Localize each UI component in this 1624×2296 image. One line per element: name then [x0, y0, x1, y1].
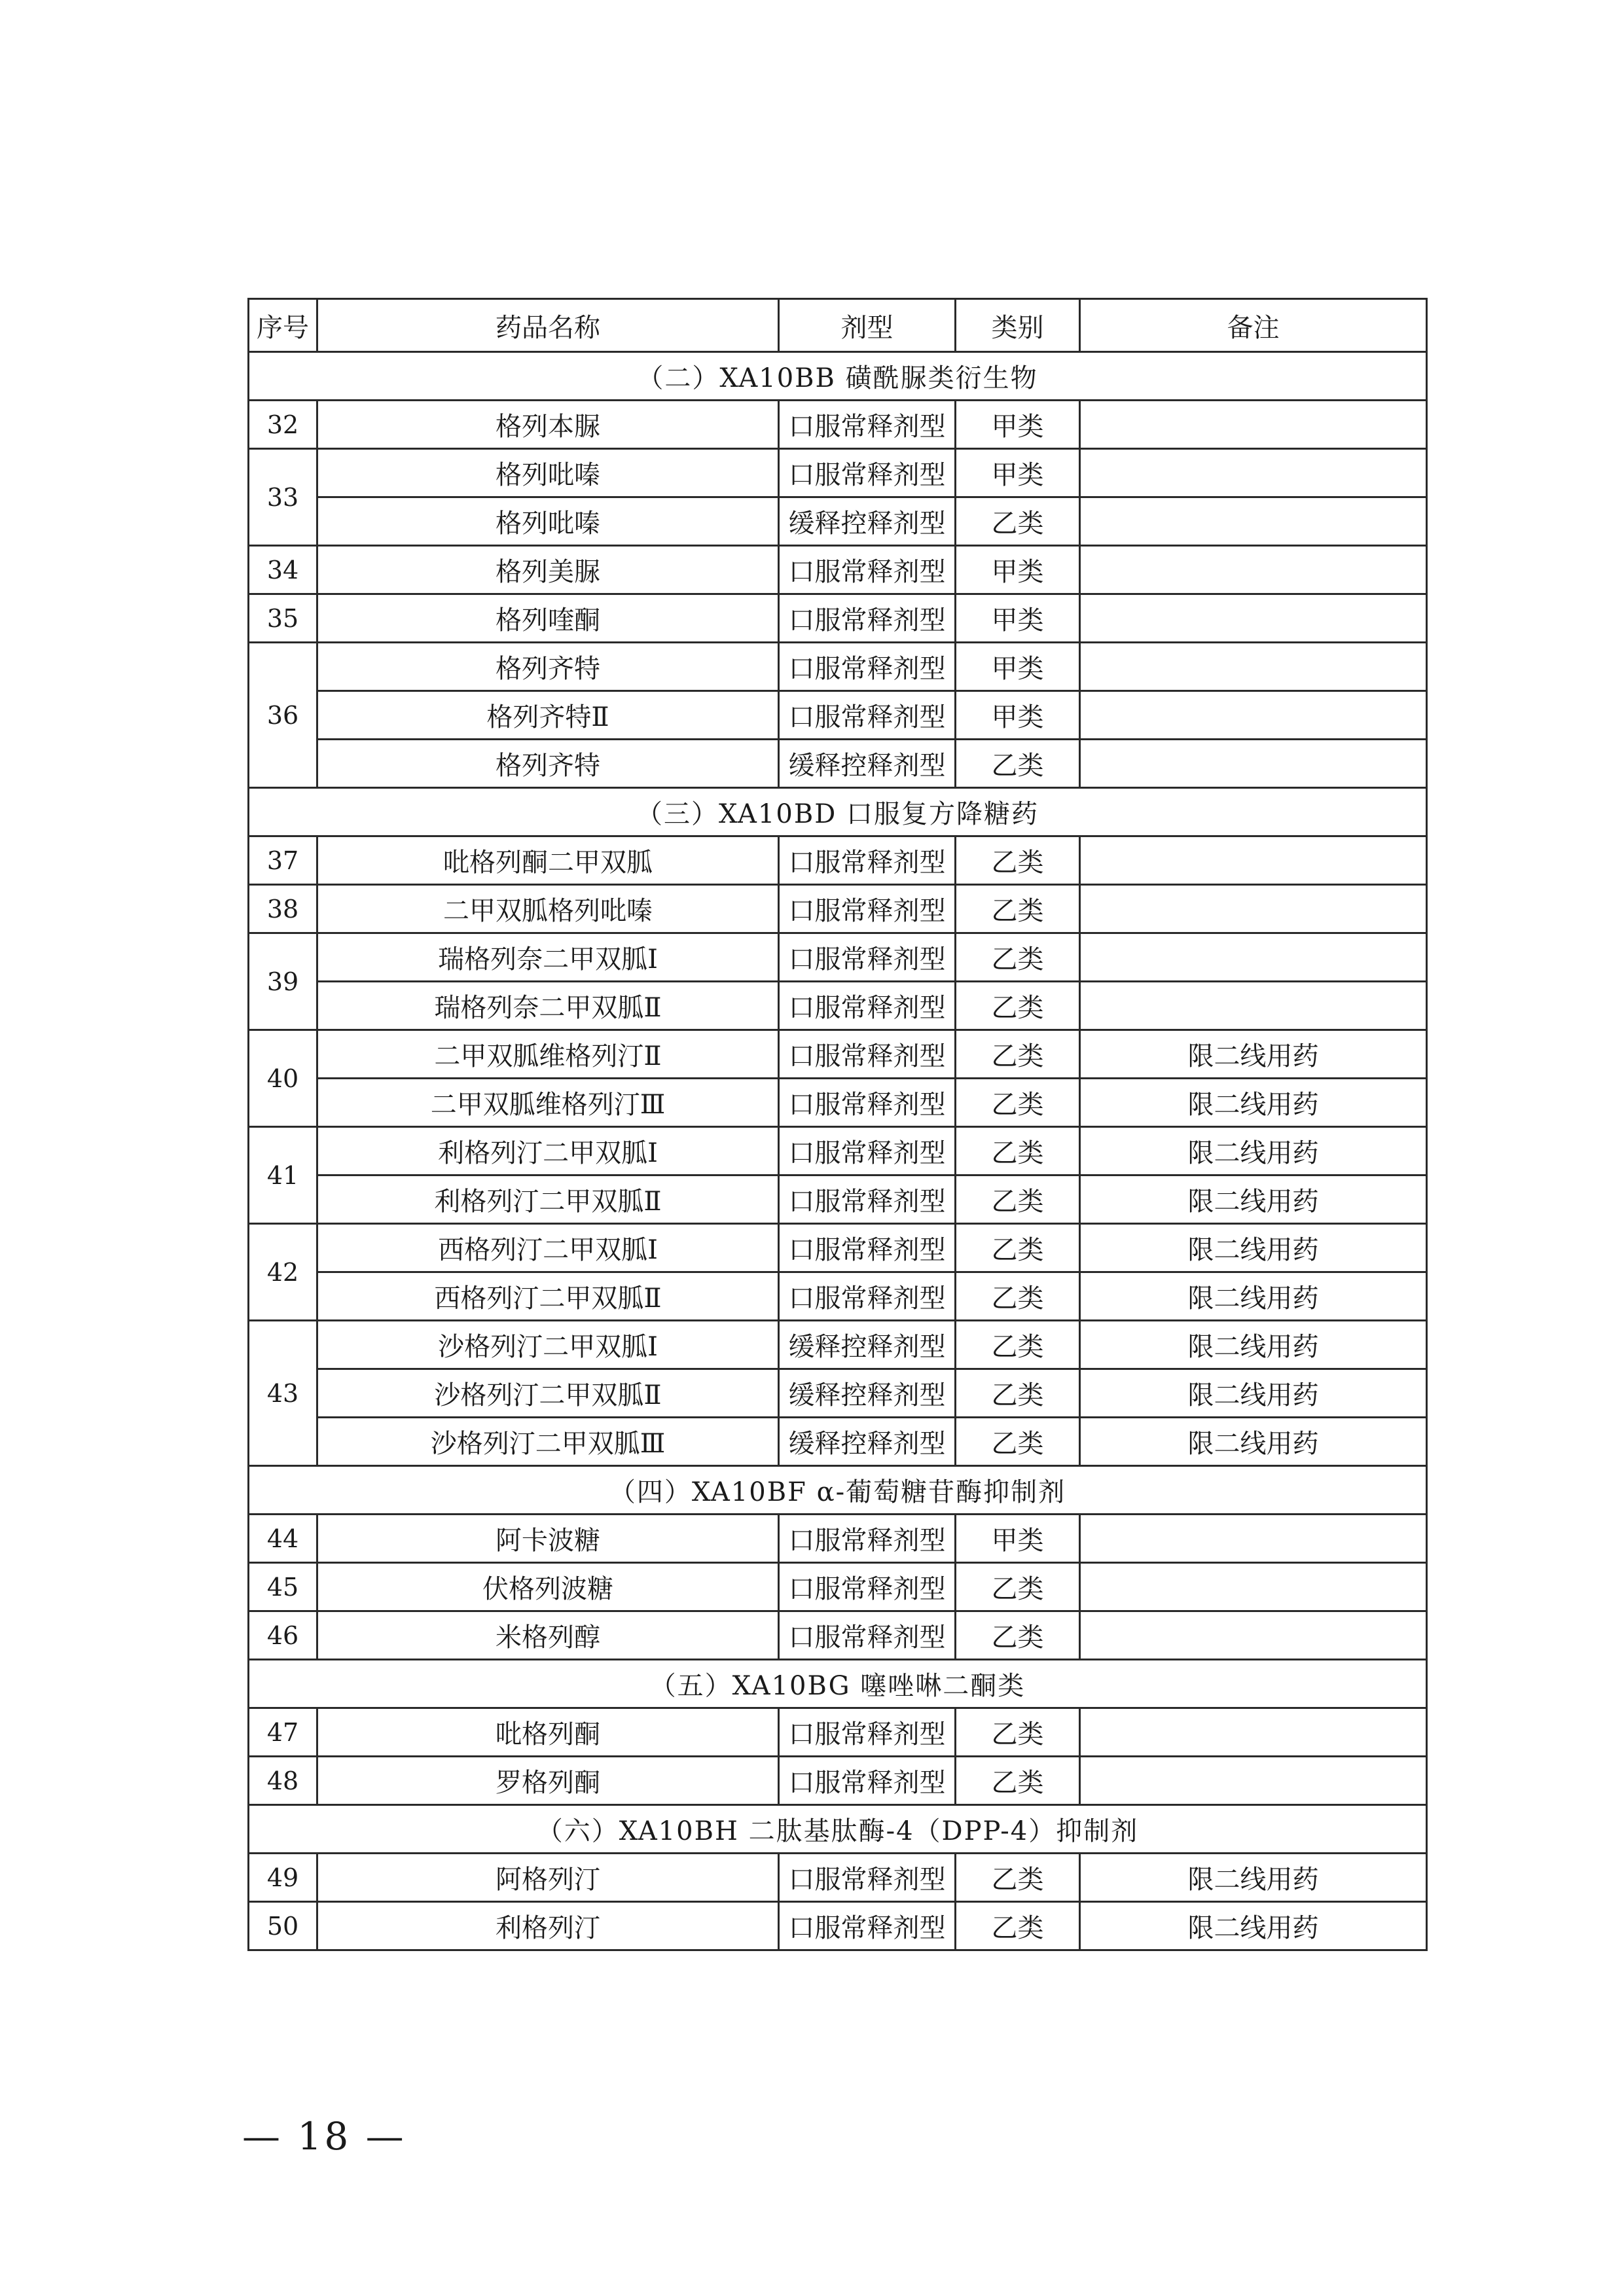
remarks-cell: 限二线用药: [1080, 1854, 1427, 1902]
remarks-cell: [1080, 546, 1427, 594]
dosage-form-cell: 口服常释剂型: [779, 1708, 956, 1757]
drug-name-cell: 阿卡波糖: [317, 1515, 779, 1563]
remarks-cell: [1080, 740, 1427, 788]
remarks-cell: 限二线用药: [1080, 1272, 1427, 1321]
dosage-form-cell: 口服常释剂型: [779, 836, 956, 885]
category-cell: 乙类: [956, 1757, 1080, 1805]
remarks-cell: 限二线用药: [1080, 1418, 1427, 1466]
dosage-form-cell: 缓释控释剂型: [779, 1418, 956, 1466]
header-serial: 序号: [249, 299, 317, 352]
section-header-row: [249, 1466, 1427, 1515]
drug-name-cell: 沙格列汀二甲双胍Ⅰ: [317, 1321, 779, 1369]
serial-number-cell: 39: [249, 933, 317, 1030]
serial-number-cell: 37: [249, 836, 317, 885]
dosage-form-cell: 口服常释剂型: [779, 1030, 956, 1079]
category-cell: 甲类: [956, 1515, 1080, 1563]
remarks-cell: [1080, 1757, 1427, 1805]
table-row: [249, 885, 1427, 933]
remarks-cell: 限二线用药: [1080, 1224, 1427, 1272]
serial-number-cell: 48: [249, 1757, 317, 1805]
category-cell: 乙类: [956, 933, 1080, 982]
drug-name-cell: 二甲双胍维格列汀Ⅲ: [317, 1079, 779, 1127]
dosage-form-cell: 缓释控释剂型: [779, 740, 956, 788]
drug-name-cell: 瑞格列奈二甲双胍Ⅰ: [317, 933, 779, 982]
dosage-form-cell: 缓释控释剂型: [779, 1369, 956, 1418]
category-cell: 甲类: [956, 643, 1080, 691]
table-row: [249, 1127, 1427, 1175]
serial-number-cell: 33: [249, 449, 317, 546]
remarks-cell: [1080, 836, 1427, 885]
dosage-form-cell: 口服常释剂型: [779, 1757, 956, 1805]
table-row: [249, 594, 1427, 643]
serial-number-cell: 47: [249, 1708, 317, 1757]
category-cell: 甲类: [956, 594, 1080, 643]
dosage-form-cell: 口服常释剂型: [779, 1515, 956, 1563]
dosage-form-cell: 口服常释剂型: [779, 885, 956, 933]
serial-number-cell: 49: [249, 1854, 317, 1902]
section-header-row: [249, 788, 1427, 836]
drug-name-cell: 罗格列酮: [317, 1757, 779, 1805]
drug-name-cell: 利格列汀: [317, 1902, 779, 1950]
table-row: [249, 691, 1427, 740]
dosage-form-cell: 口服常释剂型: [779, 1563, 956, 1611]
category-cell: 乙类: [956, 1418, 1080, 1466]
category-cell: 乙类: [956, 740, 1080, 788]
drug-list-table: [247, 298, 1428, 1951]
table-row: [249, 1418, 1427, 1466]
dosage-form-cell: 口服常释剂型: [779, 933, 956, 982]
category-cell: 乙类: [956, 1030, 1080, 1079]
category-cell: 甲类: [956, 449, 1080, 497]
serial-number-cell: 43: [249, 1321, 317, 1466]
serial-number-cell: 36: [249, 643, 317, 788]
dosage-form-cell: 口服常释剂型: [779, 643, 956, 691]
drug-name-cell: 利格列汀二甲双胍Ⅰ: [317, 1127, 779, 1175]
dosage-form-cell: 口服常释剂型: [779, 1224, 956, 1272]
table-row: [249, 1272, 1427, 1321]
dosage-form-cell: 口服常释剂型: [779, 691, 956, 740]
dosage-form-cell: 缓释控释剂型: [779, 1321, 956, 1369]
table-row: [249, 1563, 1427, 1611]
category-cell: 乙类: [956, 1563, 1080, 1611]
remarks-cell: 限二线用药: [1080, 1030, 1427, 1079]
dosage-form-cell: 口服常释剂型: [779, 401, 956, 449]
section-title: （二）XA10BB 磺酰脲类衍生物: [249, 352, 1427, 401]
table-row: [249, 497, 1427, 546]
serial-number-cell: 35: [249, 594, 317, 643]
drug-name-cell: 阿格列汀: [317, 1854, 779, 1902]
table-row: [249, 836, 1427, 885]
header-drug-name: 药品名称: [317, 299, 779, 352]
remarks-cell: [1080, 1708, 1427, 1757]
drug-name-cell: 格列齐特Ⅱ: [317, 691, 779, 740]
category-cell: 乙类: [956, 1175, 1080, 1224]
table-body: [249, 352, 1427, 1950]
remarks-cell: 限二线用药: [1080, 1321, 1427, 1369]
table-row: [249, 1757, 1427, 1805]
category-cell: 甲类: [956, 691, 1080, 740]
remarks-cell: 限二线用药: [1080, 1175, 1427, 1224]
drug-name-cell: 格列本脲: [317, 401, 779, 449]
section-title: （四）XA10BF α-葡萄糖苷酶抑制剂: [249, 1466, 1427, 1515]
drug-name-cell: 格列齐特: [317, 740, 779, 788]
remarks-cell: [1080, 1611, 1427, 1660]
dosage-form-cell: 口服常释剂型: [779, 1079, 956, 1127]
remarks-cell: 限二线用药: [1080, 1127, 1427, 1175]
remarks-cell: [1080, 982, 1427, 1030]
category-cell: 乙类: [956, 1321, 1080, 1369]
remarks-cell: 限二线用药: [1080, 1902, 1427, 1950]
drug-name-cell: 伏格列波糖: [317, 1563, 779, 1611]
category-cell: 乙类: [956, 1127, 1080, 1175]
drug-name-cell: 格列美脲: [317, 546, 779, 594]
category-cell: 乙类: [956, 1611, 1080, 1660]
table-row: [249, 740, 1427, 788]
remarks-cell: [1080, 933, 1427, 982]
remarks-cell: [1080, 1563, 1427, 1611]
remarks-cell: 限二线用药: [1080, 1369, 1427, 1418]
table-row: [249, 1515, 1427, 1563]
remarks-cell: [1080, 691, 1427, 740]
category-cell: 乙类: [956, 982, 1080, 1030]
serial-number-cell: 44: [249, 1515, 317, 1563]
drug-name-cell: 利格列汀二甲双胍Ⅱ: [317, 1175, 779, 1224]
header-dosage-form: 剂型: [779, 299, 956, 352]
section-header-row: [249, 1660, 1427, 1708]
drug-name-cell: 沙格列汀二甲双胍Ⅱ: [317, 1369, 779, 1418]
drug-name-cell: 二甲双胍维格列汀Ⅱ: [317, 1030, 779, 1079]
table-row: [249, 1175, 1427, 1224]
dosage-form-cell: 口服常释剂型: [779, 982, 956, 1030]
drug-name-cell: 格列吡嗪: [317, 497, 779, 546]
remarks-cell: [1080, 497, 1427, 546]
serial-number-cell: 34: [249, 546, 317, 594]
drug-name-cell: 二甲双胍格列吡嗪: [317, 885, 779, 933]
serial-number-cell: 38: [249, 885, 317, 933]
remarks-cell: [1080, 643, 1427, 691]
section-title: （五）XA10BG 噻唑啉二酮类: [249, 1660, 1427, 1708]
table-row: [249, 449, 1427, 497]
section-title: （三）XA10BD 口服复方降糖药: [249, 788, 1427, 836]
table-header-row: [249, 299, 1427, 352]
serial-number-cell: 45: [249, 1563, 317, 1611]
serial-number-cell: 46: [249, 1611, 317, 1660]
drug-name-cell: 吡格列酮二甲双胍: [317, 836, 779, 885]
drug-name-cell: 西格列汀二甲双胍Ⅰ: [317, 1224, 779, 1272]
serial-number-cell: 42: [249, 1224, 317, 1321]
remarks-cell: 限二线用药: [1080, 1079, 1427, 1127]
remarks-cell: [1080, 885, 1427, 933]
remarks-cell: [1080, 594, 1427, 643]
table-row: [249, 1030, 1427, 1079]
table-row: [249, 1369, 1427, 1418]
table-row: [249, 933, 1427, 982]
serial-number-cell: 32: [249, 401, 317, 449]
category-cell: 乙类: [956, 1708, 1080, 1757]
dosage-form-cell: 口服常释剂型: [779, 449, 956, 497]
table-row: [249, 401, 1427, 449]
category-cell: 乙类: [956, 1902, 1080, 1950]
remarks-cell: [1080, 401, 1427, 449]
table-row: [249, 546, 1427, 594]
dosage-form-cell: 口服常释剂型: [779, 1272, 956, 1321]
dosage-form-cell: 口服常释剂型: [779, 1902, 956, 1950]
dosage-form-cell: 口服常释剂型: [779, 1611, 956, 1660]
section-header-row: [249, 352, 1427, 401]
remarks-cell: [1080, 449, 1427, 497]
header-remarks: 备注: [1080, 299, 1427, 352]
table-row: [249, 1224, 1427, 1272]
drug-name-cell: 瑞格列奈二甲双胍Ⅱ: [317, 982, 779, 1030]
table-row: [249, 1079, 1427, 1127]
drug-name-cell: 格列喹酮: [317, 594, 779, 643]
dosage-form-cell: 口服常释剂型: [779, 1175, 956, 1224]
header-category: 类别: [956, 299, 1080, 352]
section-title: （六）XA10BH 二肽基肽酶-4（DPP-4）抑制剂: [249, 1805, 1427, 1854]
drug-name-cell: 米格列醇: [317, 1611, 779, 1660]
category-cell: 乙类: [956, 1079, 1080, 1127]
dosage-form-cell: 缓释控释剂型: [779, 497, 956, 546]
category-cell: 乙类: [956, 1224, 1080, 1272]
table-row: [249, 1321, 1427, 1369]
serial-number-cell: 50: [249, 1902, 317, 1950]
drug-name-cell: 吡格列酮: [317, 1708, 779, 1757]
remarks-cell: [1080, 1515, 1427, 1563]
table-row: [249, 643, 1427, 691]
category-cell: 乙类: [956, 1369, 1080, 1418]
dosage-form-cell: 口服常释剂型: [779, 1854, 956, 1902]
serial-number-cell: 41: [249, 1127, 317, 1224]
category-cell: 乙类: [956, 1272, 1080, 1321]
drug-name-cell: 西格列汀二甲双胍Ⅱ: [317, 1272, 779, 1321]
table-row: [249, 1854, 1427, 1902]
category-cell: 乙类: [956, 836, 1080, 885]
category-cell: 甲类: [956, 401, 1080, 449]
serial-number-cell: 40: [249, 1030, 317, 1127]
category-cell: 甲类: [956, 546, 1080, 594]
table-row: [249, 982, 1427, 1030]
section-header-row: [249, 1805, 1427, 1854]
table-row: [249, 1708, 1427, 1757]
dosage-form-cell: 口服常释剂型: [779, 1127, 956, 1175]
category-cell: 乙类: [956, 497, 1080, 546]
table-row: [249, 1902, 1427, 1950]
category-cell: 乙类: [956, 885, 1080, 933]
drug-name-cell: 沙格列汀二甲双胍Ⅲ: [317, 1418, 779, 1466]
drug-name-cell: 格列齐特: [317, 643, 779, 691]
dosage-form-cell: 口服常释剂型: [779, 546, 956, 594]
page-number: — 18 —: [242, 2114, 406, 2159]
category-cell: 乙类: [956, 1854, 1080, 1902]
drug-name-cell: 格列吡嗪: [317, 449, 779, 497]
table-row: [249, 1611, 1427, 1660]
dosage-form-cell: 口服常释剂型: [779, 594, 956, 643]
